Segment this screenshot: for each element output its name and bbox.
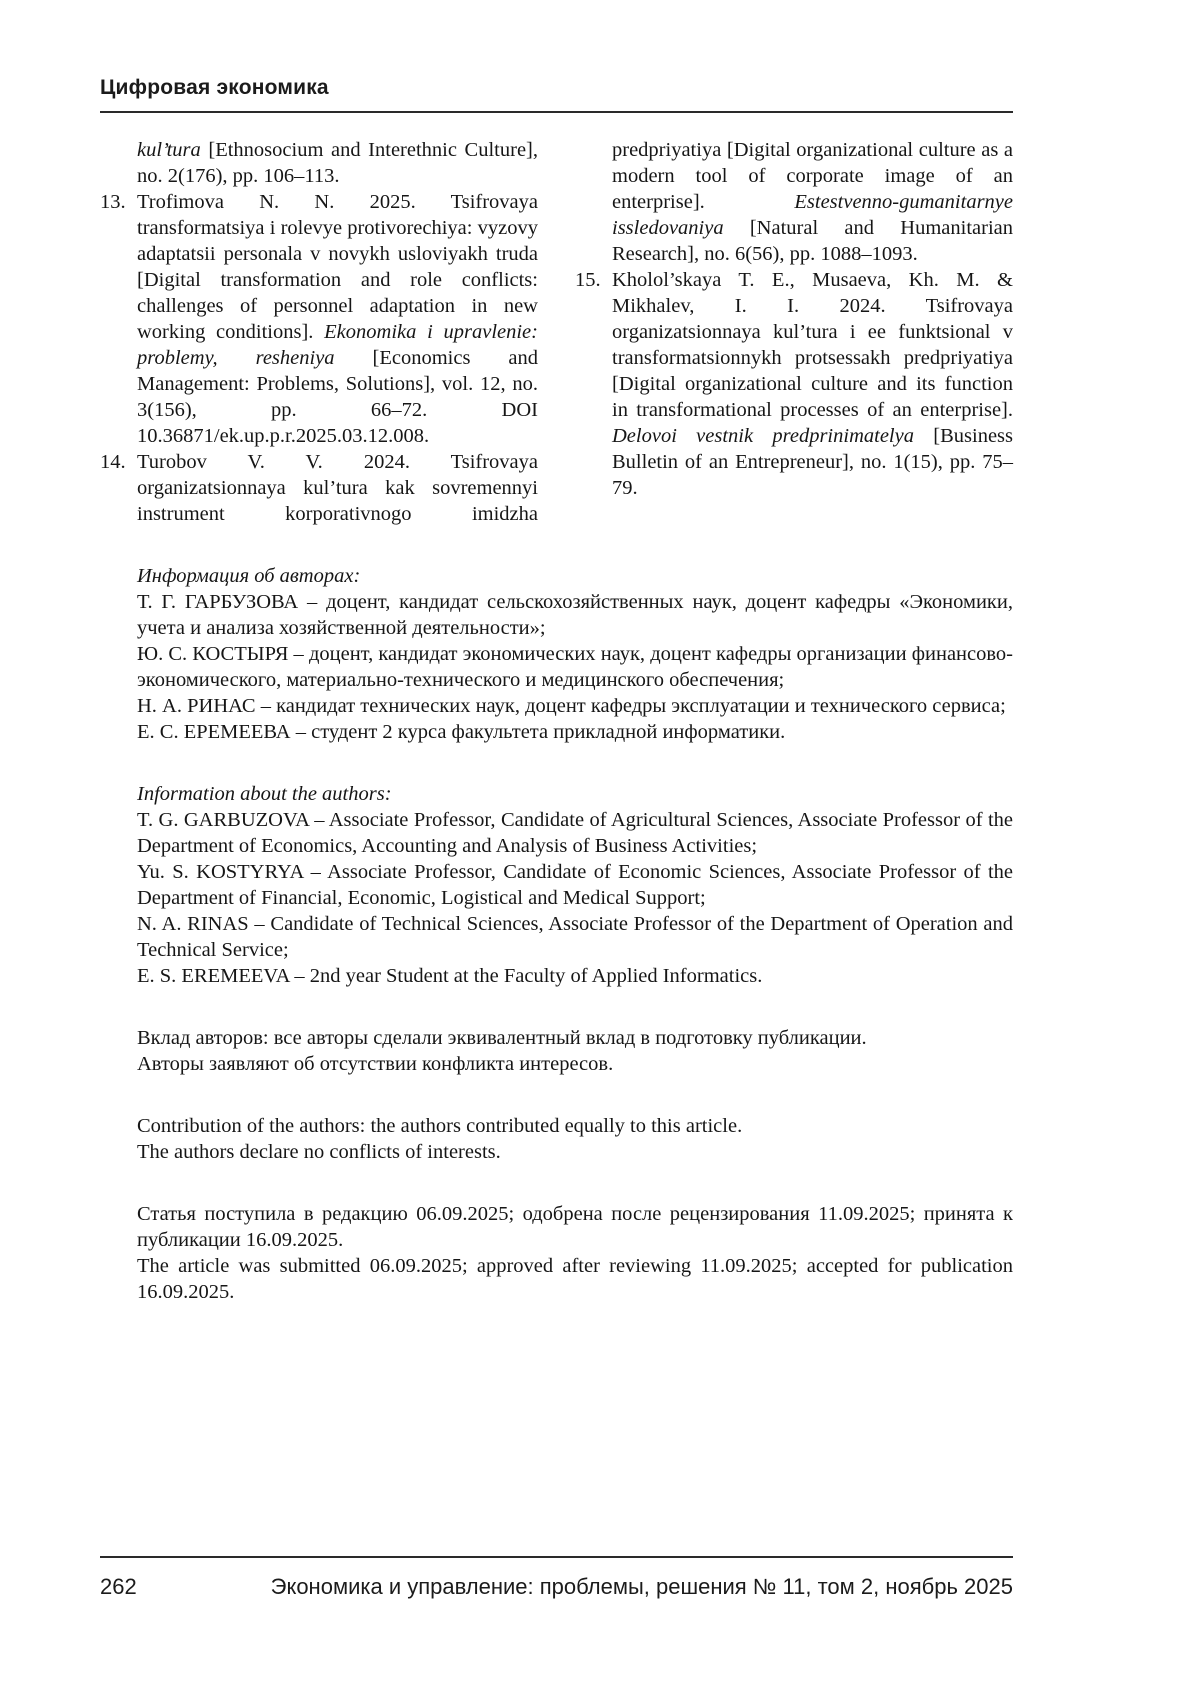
contribution-ru-line-2: Авторы заявляют об отсутствии конфликта интересов.	[137, 1053, 614, 1075]
reference-list	[100, 137, 1013, 527]
reference-text-before: Trofimova N. N. 2025. Tsifrovaya transformatsiya i rolevye protivorechiya: vyzovy adaptatsii personala v novykh usloviyakh truda [Digital transformation and role conflicts: challenges of personnel adaptation in new working conditions].	[137, 191, 538, 343]
reference-text-before: Kholol’skaya T. E., Musaeva, Kh. M. & Mikhalev, I. I. 2024. Tsifrovaya organizatsionnaya kul’tura i ee funktsional v transformatsionnykh protsessakh predpriyatiya [Digital organizational culture and its function in transformational processes of an enterprise].	[612, 269, 1013, 421]
authors-info-ru-section	[137, 563, 1013, 745]
contribution-ru-line-1: Вклад авторов: все авторы сделали эквивалентный вклад в подготовку публикации.	[137, 1027, 867, 1049]
author-entry: T. G. GARBUZOVA – Associate Professor, Candidate of Agricultural Sciences, Associate Professor of the Department of Economics, Accounting and Analysis of Business Activities;	[137, 809, 1013, 857]
author-entry: E. S. EREMEEVA – 2nd year Student at the Faculty of Applied Informatics.	[137, 965, 763, 987]
author-entry: Е. С. ЕРЕМЕЕВА – студент 2 курса факультета прикладной информатики.	[137, 721, 786, 743]
running-head-title: Цифровая экономика	[100, 76, 329, 99]
reference-number: 14.	[100, 451, 126, 473]
author-entry: Т. Г. ГАРБУЗОВА – доцент, кандидат сельскохозяйственных наук, доцент кафедры «Экономики, учета и анализа хозяйственной деятельности»;	[137, 591, 1013, 639]
authors-info-ru-heading: Информация об авторах:	[137, 565, 361, 587]
page-header	[100, 76, 1013, 113]
submission-dates-ru: Статья поступила в редакцию 06.09.2025; одобрена после рецензирования 11.09.2025; принята к публикации 16.09.2025.	[137, 1203, 1013, 1251]
author-entry: Ю. С. КОСТЫРЯ – доцент, кандидат экономических наук, доцент кафедры организации финансово-экономического, материально-технического и медицинского обеспечения;	[137, 643, 1013, 691]
page-number: 262	[100, 1574, 137, 1599]
submission-dates-section	[137, 1201, 1013, 1305]
journal-title-italic: Delovoi vestnik predprinimatelya	[612, 425, 914, 447]
contribution-en-line-2: The authors declare no conflicts of interests.	[137, 1141, 501, 1163]
page-footer	[100, 1556, 1013, 1600]
author-entry: Н. А. РИНАС – кандидат технических наук, доцент кафедры эксплуатации и технического сервиса;	[137, 695, 1006, 717]
reference-text-before: Turobov V. V. 2024. Tsifrovaya organizatsionnaya kul’tura kak sovremennyi instrument korporativnogo imidzha predpriyatiya [Digital organizational culture as a modern tool of corporate image of an enterprise].	[137, 139, 1013, 525]
contribution-ru-section	[137, 1025, 1013, 1077]
references-section	[100, 137, 1013, 527]
author-entry: Yu. S. KOSTYRYA – Associate Professor, Candidate of Economic Sciences, Associate Professor of the Department of Financial, Economic, Logistical and Medical Support;	[137, 861, 1013, 909]
reference-text-after: [Economics and Management: Problems, Solutions], vol. 12, no. 3(156), pp. 66–72. DOI 10.36871/ek.up.p.r.2025.03.12.008.	[137, 347, 538, 447]
reference-text-after: [Ethnosocium and Interethnic Culture], no. 2(176), pp. 106–113.	[137, 139, 538, 187]
authors-info-en-heading: Information about the authors:	[137, 783, 392, 805]
reference-item	[575, 267, 1013, 501]
page-content	[100, 76, 1013, 1305]
journal-footer-line: Экономика и управление: проблемы, решения № 11, том 2, ноябрь 2025	[270, 1574, 1013, 1599]
contribution-en-line-1: Contribution of the authors: the authors contributed equally to this article.	[137, 1115, 743, 1137]
reference-number: 13.	[100, 191, 126, 213]
journal-title-italic: Estestvenno-gumanitarnye issledovaniya	[612, 191, 1013, 239]
journal-title-italic: kul’tura	[137, 139, 201, 161]
journal-title-italic: Ekonomika i upravlenie: problemy, resheniya	[137, 321, 538, 369]
reference-continuation	[100, 137, 538, 189]
submission-dates-en: The article was submitted 06.09.2025; approved after reviewing 11.09.2025; accepted for publication 16.09.2025.	[137, 1255, 1013, 1303]
reference-text-after: [Business Bulletin of an Entrepreneur], no. 1(15), pp. 75–79.	[612, 425, 1014, 499]
author-entry: N. A. RINAS – Candidate of Technical Sciences, Associate Professor of the Department of Operation and Technical Service;	[137, 913, 1013, 961]
header-rule	[100, 111, 1013, 113]
reference-number: 15.	[575, 269, 601, 291]
contribution-en-section	[137, 1113, 1013, 1165]
reference-text-after: [Natural and Humanitarian Research], no. 6(56), pp. 1088–1093.	[612, 217, 1013, 265]
authors-info-en-section	[137, 781, 1013, 989]
reference-item	[100, 189, 538, 449]
